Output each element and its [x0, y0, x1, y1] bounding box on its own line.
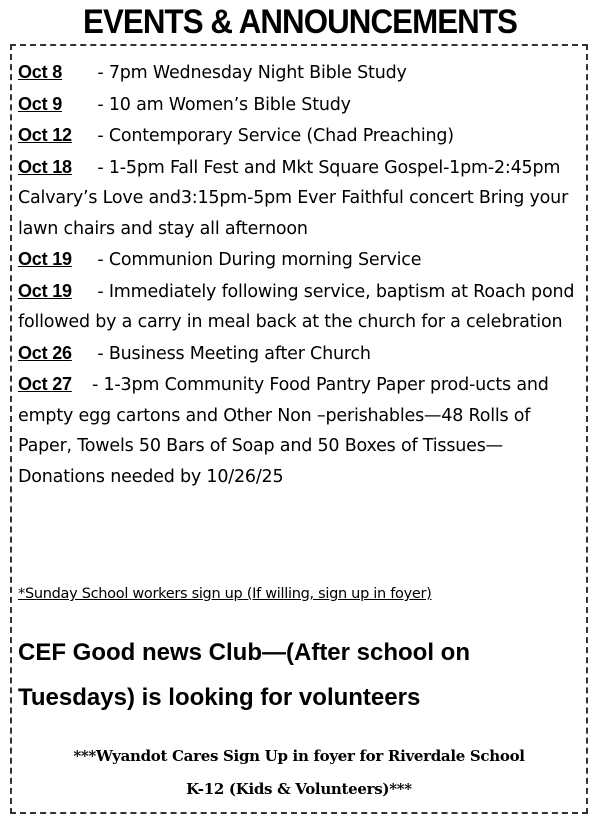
event-date: Oct 19: [18, 280, 72, 301]
wyandot-line-1: ***Wyandot Cares Sign Up in foyer for Riverdale School: [73, 747, 525, 765]
sunday-school-note: *Sunday School workers sign up (If willing, sign up in foyer): [18, 586, 432, 602]
event-item: Oct 8 - 7pm Wednesday Night Bible Study: [18, 57, 588, 89]
event-item: Oct 9 - 10 am Women’s Bible Study: [18, 89, 588, 121]
event-date: Oct 26: [18, 342, 72, 363]
event-text: Communion During morning Service: [108, 250, 422, 270]
event-date: Oct 18: [18, 156, 72, 177]
event-date: Oct 27: [18, 374, 72, 394]
event-item: Oct 12 - Contemporary Service (Chad Preaching): [18, 120, 588, 152]
event-text: 7pm Wednesday Night Bible Study: [108, 63, 407, 83]
event-text: 1-3pm Community Food Pantry Paper prod-ucts and empty egg cartons and Other Non –perishables—48 Rolls of Paper, Towels 50 Bars of Soap and 50 Boxes of Tissues—Donations needed by 10/26/25: [18, 375, 549, 487]
events-list: [18, 57, 588, 492]
wyandot-announcement: [10, 740, 588, 806]
event-text: 1-5pm Fall Fest and Mkt Square Gospel-1pm-2:45pm Calvary’s Love and3:15pm-5pm Ever Faithful concert Bring your lawn chairs and stay all afternoon: [18, 157, 569, 239]
cef-announcement: CEF Good news Club—(After school on Tuesdays) is looking for volunteers: [18, 639, 470, 711]
event-item: Oct 26 - Business Meeting after Church: [18, 338, 588, 370]
event-item: Oct 27 - 1-3pm Community Food Pantry Paper prod-ucts and empty egg cartons and Other Non –perishables—48 Rolls of Paper, Towels 50 Bars of Soap and 50 Boxes of Tissues—Donations needed by 10/26/25: [18, 369, 588, 492]
event-text: 10 am Women’s Bible Study: [108, 94, 351, 115]
event-date: Oct 12: [18, 125, 72, 145]
page-title: EVENTS & ANNOUNCEMENTS: [83, 3, 517, 41]
event-date: Oct 9: [18, 93, 63, 114]
event-text: Contemporary Service (Chad Preaching): [108, 126, 454, 146]
event-date: Oct 8: [18, 62, 63, 82]
event-item: Oct 19 - Immediately following service, baptism at Roach pond followed by a carry in meal back at the church for a celebration: [18, 276, 588, 338]
event-date: Oct 19: [18, 249, 72, 269]
event-text: Business Meeting after Church: [108, 343, 371, 364]
event-item: Oct 18 - 1-5pm Fall Fest and Mkt Square Gospel-1pm-2:45pm Calvary’s Love and3:15pm-5pm Ever Faithful concert Bring your lawn chairs and stay all afternoon: [18, 152, 588, 245]
wyandot-line-2: K-12 (Kids & Volunteers)***: [186, 780, 412, 798]
event-text: Immediately following service, baptism at Roach pond followed by a carry in meal back at the church for a celebration: [18, 281, 575, 332]
event-item: Oct 19 - Communion During morning Service: [18, 244, 588, 276]
